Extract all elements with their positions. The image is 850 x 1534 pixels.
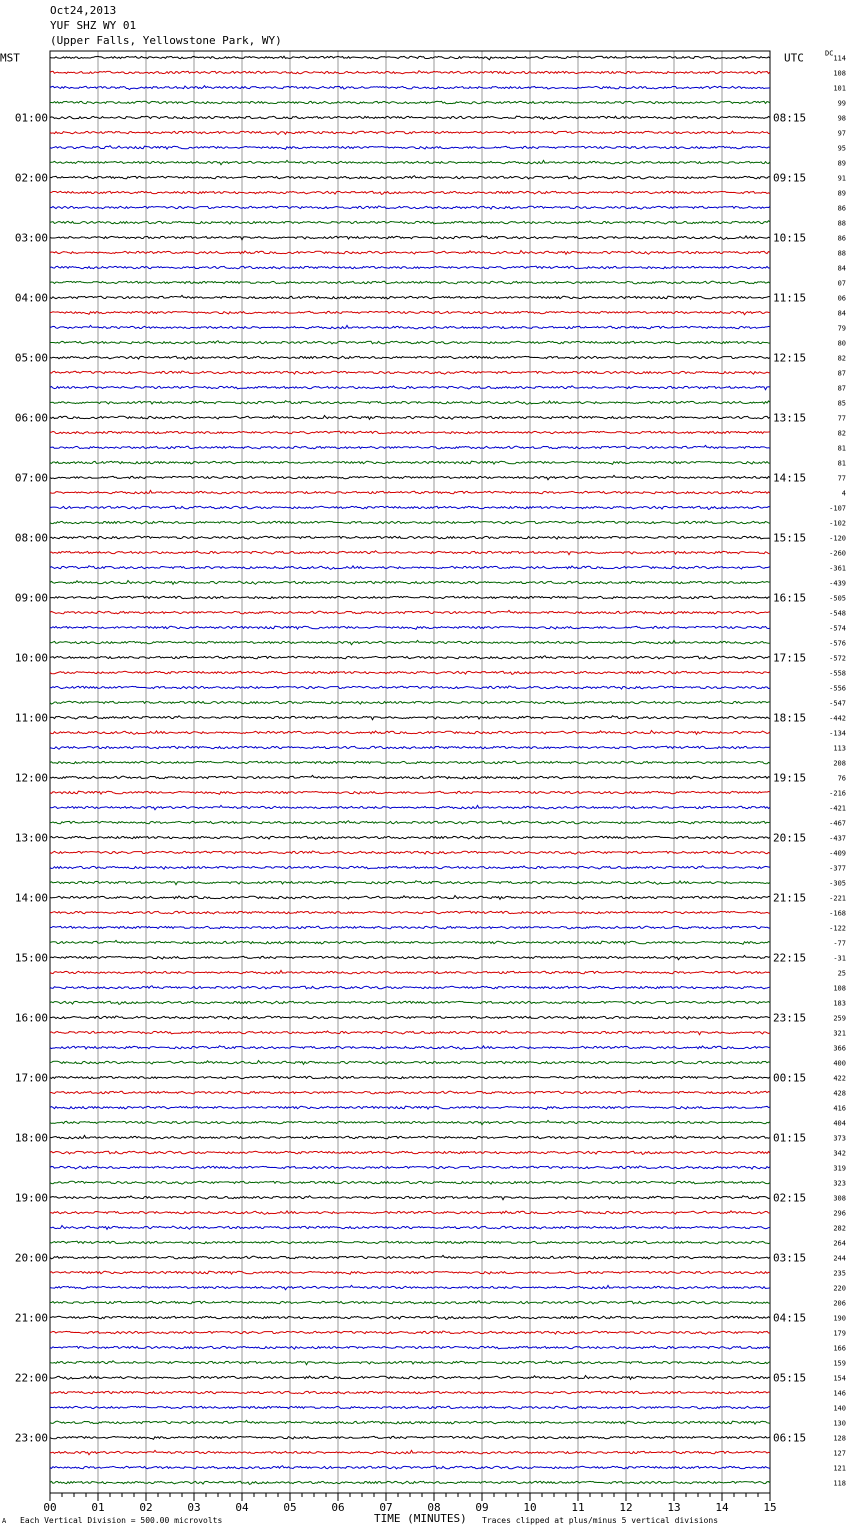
dc-offset-label: 373	[833, 1134, 846, 1143]
dc-offset-label: 76	[837, 774, 846, 783]
dc-offset-label: 86	[837, 204, 846, 213]
seismic-trace	[50, 970, 770, 973]
dc-offset-label: 99	[837, 99, 846, 108]
dc-offset-label: 166	[833, 1344, 846, 1353]
seismic-trace	[50, 1046, 770, 1050]
dc-offset-label: 89	[837, 159, 846, 168]
seismic-trace	[50, 1211, 770, 1215]
seismic-trace	[50, 1420, 770, 1424]
seismic-trace	[50, 1450, 770, 1454]
dc-offset-label: -377	[829, 864, 846, 873]
dc-offset-label: 25	[837, 969, 846, 978]
dc-offset-label: 97	[837, 129, 846, 138]
x-tick-label: 09	[475, 1501, 489, 1514]
utc-hour-label: 22:15	[773, 951, 807, 965]
dc-offset-label: -221	[829, 894, 846, 903]
seismic-trace	[50, 1151, 770, 1154]
seismic-trace	[50, 71, 770, 74]
mst-hour-label: 13:00	[14, 831, 48, 845]
mst-hour-label: 15:00	[14, 951, 48, 965]
dc-offset-label: 308	[833, 1194, 846, 1203]
dc-offset-label: -134	[829, 729, 846, 738]
x-tick-label: 11	[571, 1501, 585, 1514]
dc-offset-label: 282	[833, 1224, 846, 1233]
dc-offset-label: 146	[833, 1389, 846, 1398]
seismic-trace	[50, 101, 770, 104]
utc-hour-label: 20:15	[773, 831, 807, 845]
dc-offset-label: 190	[833, 1314, 846, 1323]
seismic-trace	[50, 131, 770, 135]
dc-offset-label: 88	[837, 219, 846, 228]
dc-offset-label: 98	[837, 114, 846, 123]
dc-offset-label: -168	[829, 909, 846, 918]
dc-offset-label: 114	[833, 54, 846, 63]
seismic-trace	[50, 266, 770, 269]
dc-offset-label: 159	[833, 1359, 846, 1368]
dc-offset-label: 259	[833, 1014, 846, 1023]
station-code: YUF SHZ WY 01	[50, 19, 137, 32]
mst-axis-title: MST	[0, 51, 20, 65]
seismic-trace	[50, 1181, 770, 1184]
seismic-trace	[50, 1255, 770, 1258]
dc-offset-label: 77	[837, 474, 846, 483]
dc-offset-label: -558	[829, 669, 846, 678]
seismic-trace	[50, 341, 770, 344]
seismic-trace	[50, 671, 770, 674]
mst-hour-label: 19:00	[14, 1191, 48, 1205]
seismic-trace	[50, 1361, 770, 1365]
seismic-trace	[50, 1241, 770, 1244]
seismic-trace	[50, 731, 770, 735]
mst-hour-label: 17:00	[14, 1071, 48, 1085]
utc-hour-label: 12:15	[773, 351, 807, 365]
dc-offset-label: 140	[833, 1404, 846, 1413]
seismic-trace	[50, 461, 770, 464]
seismic-trace	[50, 1391, 770, 1394]
dc-axis-title: DC	[825, 49, 834, 58]
seismic-trace	[50, 251, 770, 255]
seismic-trace	[50, 236, 770, 240]
utc-hour-label: 01:15	[773, 1131, 807, 1145]
seismic-trace	[50, 445, 770, 448]
dc-offset-label: 108	[833, 984, 846, 993]
dc-offset-label: 85	[837, 399, 846, 408]
x-tick-label: 12	[619, 1501, 633, 1514]
seismic-trace	[50, 1346, 770, 1349]
seismic-trace	[50, 86, 770, 90]
dc-offset-label: -31	[833, 954, 846, 963]
utc-hour-label: 00:15	[773, 1071, 807, 1085]
seismic-trace	[50, 1331, 770, 1334]
dc-offset-label: 79	[837, 324, 846, 333]
seismic-trace	[50, 551, 770, 555]
utc-hour-label: 09:15	[773, 171, 807, 185]
seismic-trace	[50, 116, 770, 119]
seismic-trace	[50, 475, 770, 479]
dc-offset-label: 342	[833, 1149, 846, 1158]
dc-offset-label: 87	[837, 384, 846, 393]
dc-offset-label: -547	[829, 699, 846, 708]
dc-offset-label: 404	[833, 1119, 846, 1128]
dc-offset-label: 95	[837, 144, 846, 153]
mst-hour-label: 09:00	[14, 591, 48, 605]
dc-offset-label: -107	[829, 504, 846, 513]
dc-offset-label: 154	[833, 1374, 846, 1383]
dc-offset-label: 206	[833, 1299, 846, 1308]
seismic-trace	[50, 1120, 770, 1124]
mst-hour-label: 14:00	[14, 891, 48, 905]
mst-hour-label: 07:00	[14, 471, 48, 485]
mst-hour-label: 01:00	[14, 111, 48, 125]
seismic-trace	[50, 1316, 770, 1319]
seismic-trace	[50, 896, 770, 900]
dc-offset-label: -437	[829, 834, 846, 843]
seismic-trace	[50, 1226, 770, 1230]
dc-offset-label: 183	[833, 999, 846, 1008]
dc-offset-label: 88	[837, 249, 846, 258]
seismic-trace	[50, 955, 770, 959]
seismic-trace	[50, 311, 770, 314]
dc-offset-label: 296	[833, 1209, 846, 1218]
dc-offset-label: -305	[829, 879, 846, 888]
mst-hour-label: 02:00	[14, 171, 48, 185]
mst-hour-label: 10:00	[14, 651, 48, 665]
utc-hour-label: 23:15	[773, 1011, 807, 1025]
seismic-trace	[50, 986, 770, 989]
seismic-trace	[50, 926, 770, 929]
x-tick-label: 00	[43, 1501, 57, 1514]
dc-offset-label: 244	[833, 1254, 846, 1263]
dc-offset-label: 121	[833, 1464, 846, 1473]
x-tick-label: 10	[523, 1501, 537, 1514]
dc-offset-label: -574	[829, 624, 846, 633]
utc-hour-label: 19:15	[773, 771, 807, 785]
seismic-trace	[50, 1376, 770, 1380]
seismic-trace	[50, 626, 770, 629]
utc-hour-label: 11:15	[773, 291, 807, 305]
seismic-trace	[50, 490, 770, 493]
seismic-trace	[50, 281, 770, 284]
utc-hour-label: 21:15	[773, 891, 807, 905]
x-axis-label: TIME (MINUTES)	[374, 1512, 467, 1525]
x-tick-label: 04	[235, 1501, 249, 1514]
seismic-trace	[50, 521, 770, 524]
x-tick-label: 08	[427, 1501, 441, 1514]
seismic-trace	[50, 640, 770, 644]
seismic-trace	[50, 371, 770, 374]
seismic-trace	[50, 206, 770, 209]
dc-offset-label: 179	[833, 1329, 846, 1338]
dc-offset-label: 84	[837, 264, 846, 273]
dc-offset-label: -409	[829, 849, 846, 858]
mst-hour-label: 21:00	[14, 1311, 48, 1325]
seismic-trace	[50, 940, 770, 944]
dc-offset-label: -572	[829, 654, 846, 663]
seismic-trace	[50, 1406, 770, 1409]
mst-hour-label: 05:00	[14, 351, 48, 365]
dc-offset-label: 07	[837, 279, 846, 288]
dc-offset-label: 128	[833, 1434, 846, 1443]
dc-offset-label: 81	[837, 444, 846, 453]
seismic-trace	[50, 836, 770, 839]
dc-offset-label: -442	[829, 714, 846, 723]
dc-offset-label: -576	[829, 639, 846, 648]
dc-offset-label: 130	[833, 1419, 846, 1428]
dc-offset-label: 81	[837, 459, 846, 468]
dc-offset-label: 208	[833, 759, 846, 768]
dc-offset-label: -548	[829, 609, 846, 618]
seismic-trace	[50, 1301, 770, 1304]
x-tick-label: 06	[331, 1501, 345, 1514]
seismic-trace	[50, 325, 770, 328]
seismic-trace	[50, 1466, 770, 1469]
seismic-trace	[50, 805, 770, 809]
utc-hour-label: 03:15	[773, 1251, 807, 1265]
seismic-trace	[50, 160, 770, 164]
seismic-trace	[50, 746, 770, 749]
seismic-trace	[50, 431, 770, 434]
dc-offset-label: 319	[833, 1164, 846, 1173]
dc-offset-label: 89	[837, 189, 846, 198]
utc-hour-label: 10:15	[773, 231, 807, 245]
mst-hour-label: 06:00	[14, 411, 48, 425]
mst-hour-label: 16:00	[14, 1011, 48, 1025]
utc-hour-label: 06:15	[773, 1431, 807, 1445]
dc-offset-label: 77	[837, 414, 846, 423]
seismic-trace	[50, 1016, 770, 1019]
dc-offset-label: 86	[837, 234, 846, 243]
dc-offset-label: -77	[833, 939, 846, 948]
seismic-trace	[50, 791, 770, 794]
mst-hour-label: 12:00	[14, 771, 48, 785]
dc-offset-label: 220	[833, 1284, 846, 1293]
mst-hour-label: 22:00	[14, 1371, 48, 1385]
dc-offset-label: 91	[837, 174, 846, 183]
seismic-trace	[50, 911, 770, 914]
dc-offset-label: -260	[829, 549, 846, 558]
x-tick-label: 01	[91, 1501, 105, 1514]
seismic-trace	[50, 356, 770, 359]
dc-offset-label: 4	[841, 489, 846, 498]
dc-offset-label: 108	[833, 69, 846, 78]
x-tick-label: 14	[715, 1501, 729, 1514]
seismic-trace	[50, 851, 770, 854]
utc-hour-label: 15:15	[773, 531, 807, 545]
seismic-trace	[50, 701, 770, 704]
seismic-trace	[50, 656, 770, 659]
utc-hour-label: 04:15	[773, 1311, 807, 1325]
dc-offset-label: -216	[829, 789, 846, 798]
seismic-trace	[50, 881, 770, 885]
seismic-trace	[50, 176, 770, 179]
dc-offset-label: 422	[833, 1074, 846, 1083]
utc-hour-label: 17:15	[773, 651, 807, 665]
mst-hour-label: 08:00	[14, 531, 48, 545]
x-tick-label: 13	[667, 1501, 681, 1514]
mst-hour-label: 18:00	[14, 1131, 48, 1145]
seismic-trace	[50, 716, 770, 720]
vertical-division-note: Each Vertical Division = 500.00 microvolts	[20, 1516, 223, 1525]
dc-offset-label: -122	[829, 924, 846, 933]
mst-hour-label: 11:00	[14, 711, 48, 725]
seismic-trace	[50, 610, 770, 613]
seismic-trace	[50, 1135, 770, 1138]
dc-offset-label: 428	[833, 1089, 846, 1098]
seismic-trace	[50, 1090, 770, 1093]
seismic-trace	[50, 1031, 770, 1035]
seismic-trace	[50, 1285, 770, 1289]
utc-hour-label: 16:15	[773, 591, 807, 605]
dc-offset-label: -421	[829, 804, 846, 813]
mst-hour-label: 03:00	[14, 231, 48, 245]
seismic-trace	[50, 1061, 770, 1065]
dc-offset-label: 264	[833, 1239, 846, 1248]
utc-axis-title: UTC	[784, 51, 804, 65]
seismic-trace	[50, 386, 770, 390]
dc-offset-label: -102	[829, 519, 846, 528]
seismic-trace	[50, 56, 770, 60]
seismic-trace	[50, 761, 770, 764]
dc-offset-label: -120	[829, 534, 846, 543]
seismic-trace	[50, 416, 770, 420]
mst-hour-label: 20:00	[14, 1251, 48, 1265]
x-tick-label: 05	[283, 1501, 297, 1514]
dc-offset-label: 366	[833, 1044, 846, 1053]
dc-offset-label: 127	[833, 1449, 846, 1458]
utc-hour-label: 02:15	[773, 1191, 807, 1205]
seismic-trace	[50, 821, 770, 824]
utc-hour-label: 08:15	[773, 111, 807, 125]
seismic-trace	[50, 1271, 770, 1274]
dc-offset-label: 87	[837, 369, 846, 378]
seismic-trace	[50, 536, 770, 539]
seismic-trace	[50, 1196, 770, 1200]
mst-hour-label: 23:00	[14, 1431, 48, 1445]
seismic-trace	[50, 1106, 770, 1109]
footer-left-mark: A	[2, 1517, 7, 1525]
dc-offset-label: 321	[833, 1029, 846, 1038]
seismic-trace	[50, 566, 770, 570]
seismic-trace	[50, 295, 770, 299]
dc-offset-label: 235	[833, 1269, 846, 1278]
dc-offset-label: 113	[833, 744, 846, 753]
utc-hour-label: 14:15	[773, 471, 807, 485]
dc-offset-label: 80	[837, 339, 846, 348]
utc-hour-label: 05:15	[773, 1371, 807, 1385]
seismic-trace	[50, 596, 770, 599]
seismic-trace	[50, 146, 770, 150]
seismic-trace	[50, 775, 770, 778]
x-tick-label: 15	[763, 1501, 777, 1514]
seismic-trace	[50, 191, 770, 194]
seismic-trace	[50, 686, 770, 689]
seismic-trace	[50, 1001, 770, 1004]
seismic-trace	[50, 581, 770, 585]
seismic-trace	[50, 1076, 770, 1079]
utc-hour-label: 18:15	[773, 711, 807, 725]
seismic-trace	[50, 866, 770, 869]
seismic-trace	[50, 401, 770, 405]
seismic-trace	[50, 1166, 770, 1169]
dc-offset-label: 101	[833, 84, 846, 93]
dc-offset-label: 84	[837, 309, 846, 318]
dc-offset-label: 82	[837, 429, 846, 438]
dc-offset-label: 416	[833, 1104, 846, 1113]
dc-offset-label: 82	[837, 354, 846, 363]
dc-offset-label: -361	[829, 564, 846, 573]
seismic-trace	[50, 506, 770, 509]
dc-offset-label: -467	[829, 819, 846, 828]
seismic-trace	[50, 221, 770, 224]
seismic-trace	[50, 1481, 770, 1484]
dc-offset-label: -556	[829, 684, 846, 693]
x-tick-label: 02	[139, 1501, 153, 1514]
x-tick-label: 07	[379, 1501, 393, 1514]
x-tick-label: 03	[187, 1501, 201, 1514]
dc-offset-label: -439	[829, 579, 846, 588]
dc-offset-label: 06	[837, 294, 846, 303]
dc-offset-label: 323	[833, 1179, 846, 1188]
clip-note: Traces clipped at plus/minus 5 vertical divisions	[482, 1516, 719, 1525]
seismic-trace	[50, 1436, 770, 1439]
utc-hour-label: 13:15	[773, 411, 807, 425]
mst-hour-label: 04:00	[14, 291, 48, 305]
dc-offset-label: -505	[829, 594, 846, 603]
plot-date: Oct24,2013	[50, 4, 117, 17]
dc-offset-label: 400	[833, 1059, 846, 1068]
dc-offset-label: 118	[833, 1479, 846, 1488]
station-location: (Upper Falls, Yellowstone Park, WY)	[50, 34, 282, 47]
